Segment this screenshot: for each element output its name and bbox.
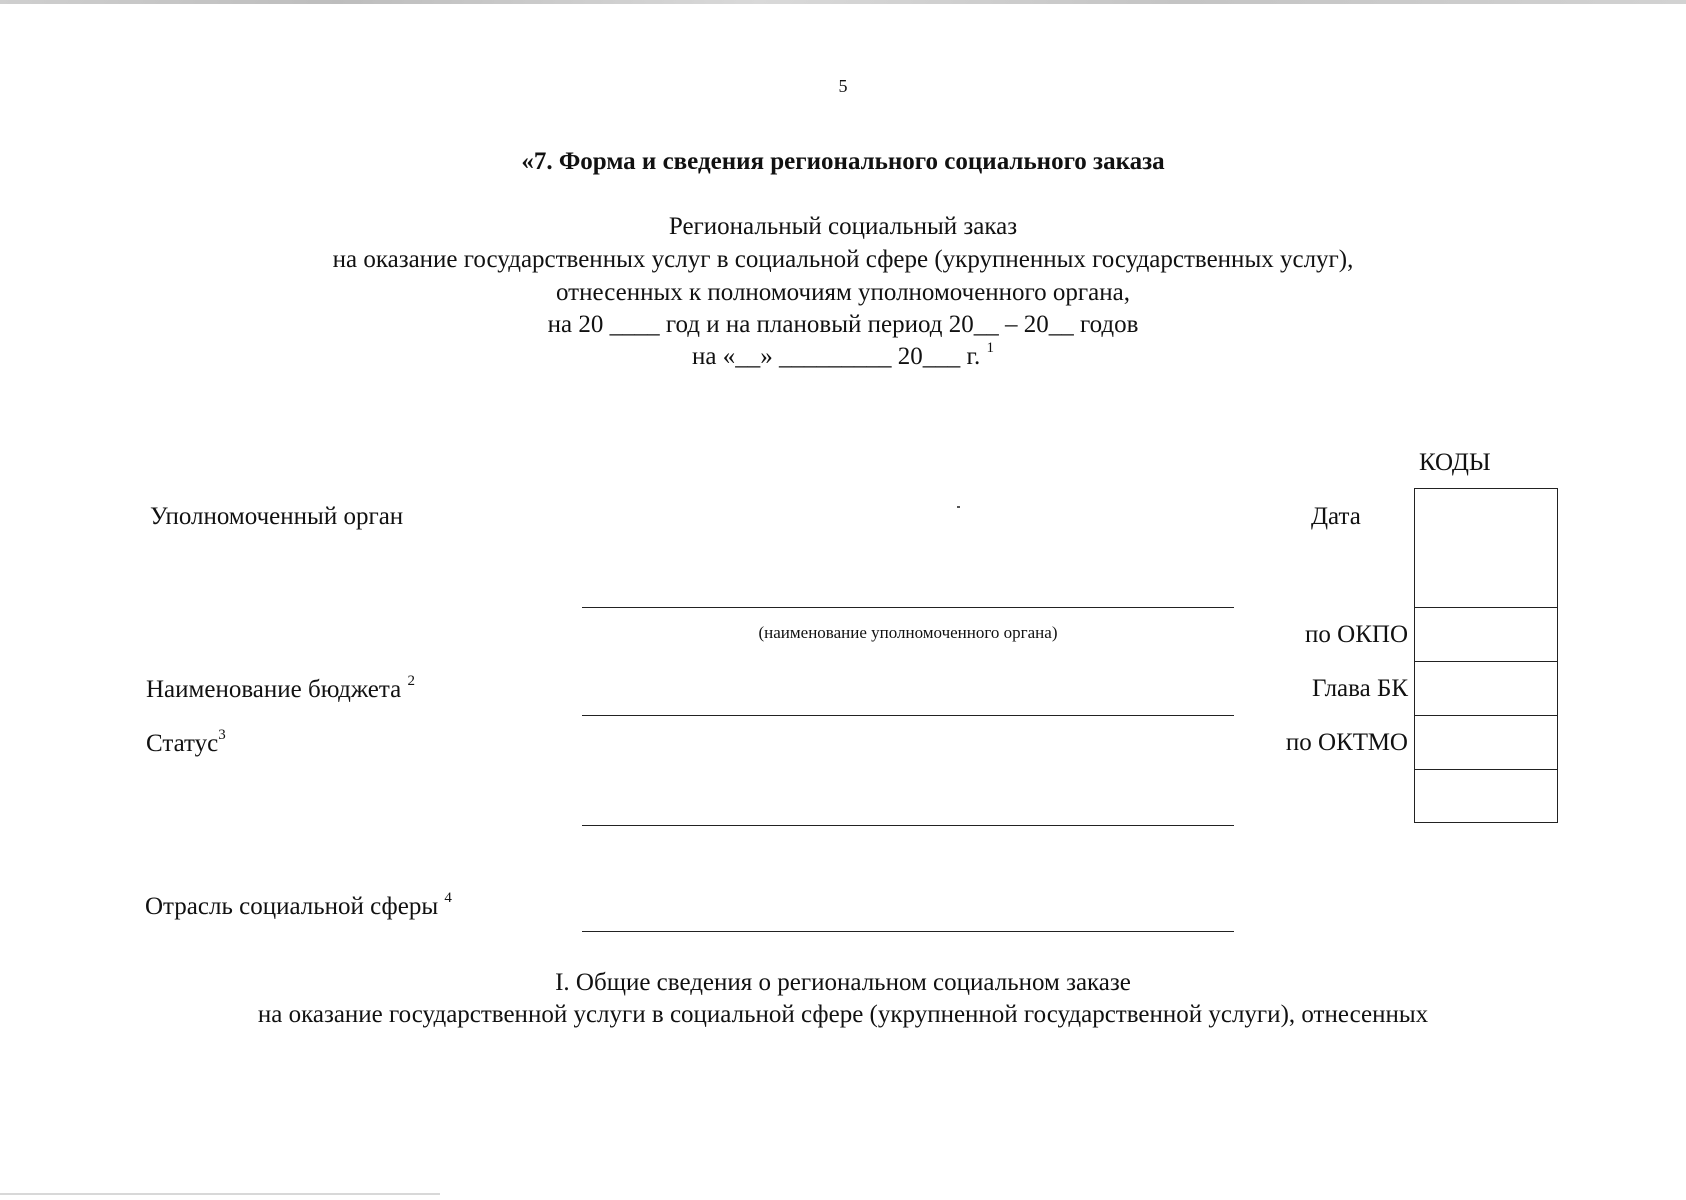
oktmo-label: по ОКТМО (1285, 729, 1408, 756)
sector-label-row (145, 890, 452, 921)
authority-line (582, 607, 1234, 608)
codes-row-divider (1415, 715, 1557, 716)
codes-table (1414, 488, 1558, 823)
status-line (582, 825, 1234, 826)
codes-row-divider (1415, 661, 1557, 662)
scan-speck (957, 506, 960, 508)
authority-label: Уполномоченный орган (150, 503, 404, 530)
scan-edge-top (0, 0, 1686, 4)
footnote-4: 4 (444, 890, 452, 906)
sector-line (582, 931, 1234, 932)
status-label-row (146, 727, 226, 758)
page-number: 5 (838, 76, 848, 96)
bk-label: Глава БК (1312, 675, 1408, 702)
codes-row-divider (1415, 769, 1557, 770)
okpo-label: по ОКПО (1305, 621, 1408, 648)
header-line-5 (0, 340, 1686, 371)
header-line-2: на оказание государственных услуг в социальной сфере (укрупненных государственных услуг), (332, 246, 1354, 273)
section-title-line-2: на оказание государственной услуги в социальной сфере (укрупненной государственной услуги), отнесенных (257, 1001, 1429, 1028)
date-label: Дата (1311, 503, 1361, 530)
header-line-4: на 20 ____ год и на плановый период 20__ – 20__ годов (547, 311, 1139, 338)
scan-edge-bottom (0, 1193, 440, 1195)
header-date-line: на «__» _________ 20___ г. (692, 343, 981, 370)
section-title-line-1: I. Общие сведения о региональном социальном заказе (555, 969, 1131, 996)
form-title: «7. Форма и сведения регионального социального заказа (521, 148, 1165, 175)
authority-caption: (наименование уполномоченного органа) (758, 623, 1058, 642)
status-label: Статус (146, 730, 219, 757)
codes-row-divider (1415, 607, 1557, 608)
footnote-1: 1 (986, 340, 994, 356)
footnote-2: 2 (407, 673, 415, 689)
budget-line (582, 715, 1234, 716)
sector-label: Отрасль социальной сферы (145, 893, 439, 920)
header-line-3: отнесенных к полномочиям уполномоченного органа, (556, 279, 1130, 306)
codes-heading: КОДЫ (1419, 449, 1491, 476)
budget-label-row (146, 673, 415, 704)
budget-label: Наименование бюджета (146, 676, 402, 703)
footnote-3: 3 (218, 727, 226, 743)
header-line-1: Региональный социальный заказ (668, 213, 1018, 240)
